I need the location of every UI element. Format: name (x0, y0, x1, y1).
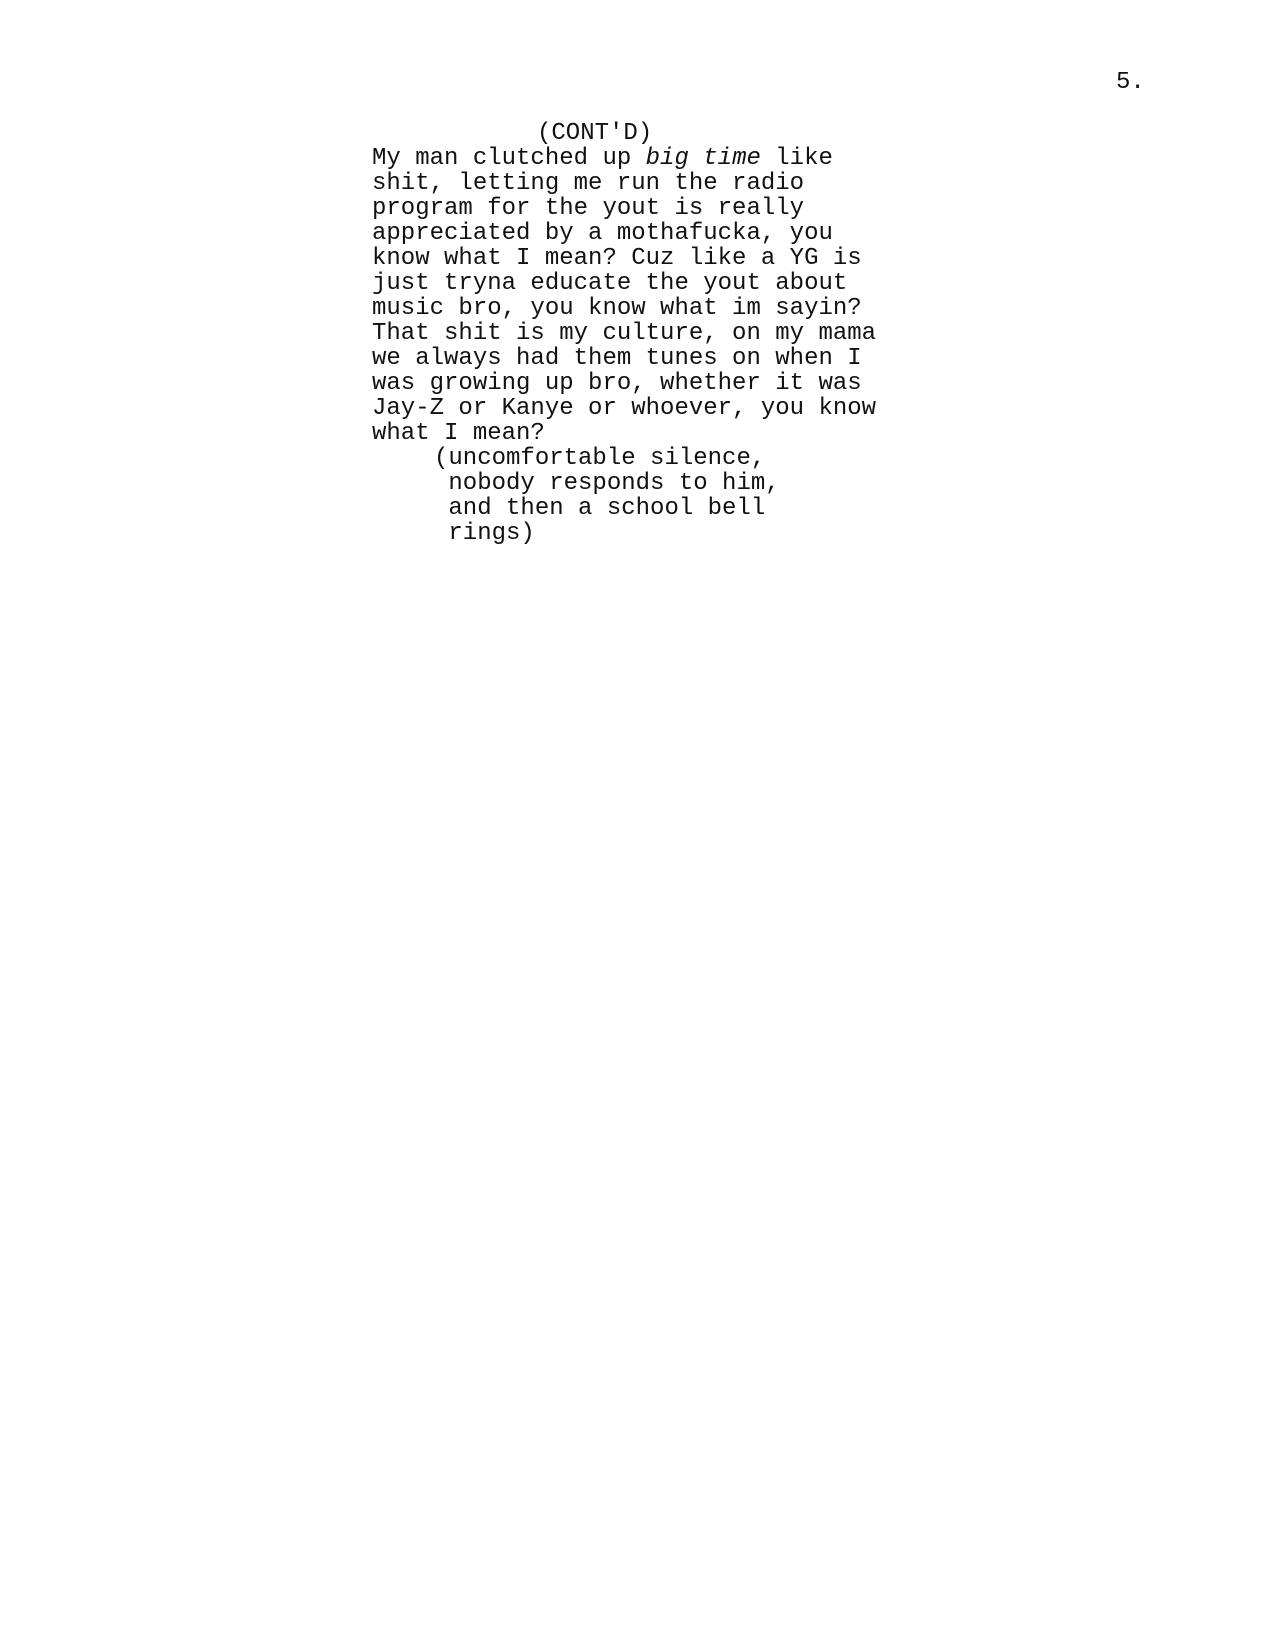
parenthetical-line: rings) (434, 520, 535, 547)
dialogue-text: My man clutched up (372, 145, 646, 172)
dialogue-line: what I mean? (372, 420, 545, 447)
dialogue-line: appreciated by a mothafucka, you (372, 220, 833, 247)
dialogue-line: program for the yout is really (372, 195, 805, 222)
parenthetical-line: (uncomfortable silence, (434, 445, 766, 472)
page-number: 5. (1116, 69, 1145, 96)
dialogue-emphasis: big time (645, 145, 761, 172)
dialogue-line: know what I mean? Cuz like a YG is (372, 245, 862, 272)
dialogue-line (372, 146, 912, 171)
dialogue-line: shit, letting me run the radio (372, 170, 805, 197)
dialogue-block (372, 146, 912, 446)
parenthetical-line: nobody responds to him, (434, 470, 780, 497)
dialogue-line: just tryna educate the yout about (372, 270, 848, 297)
parenthetical-line: and then a school bell (434, 495, 766, 522)
parenthetical (434, 446, 780, 546)
dialogue-line: That shit is my culture, on my mama (372, 320, 877, 347)
dialogue-text: like (760, 145, 833, 172)
dialogue-line: Jay-Z or Kanye or whoever, you know (372, 395, 877, 422)
dialogue-line: we always had them tunes on when I (372, 345, 862, 372)
dialogue-line: music bro, you know what im sayin? (372, 295, 862, 322)
character-cue: (CONT'D) (537, 120, 653, 147)
dialogue-line: was growing up bro, whether it was (372, 370, 862, 397)
